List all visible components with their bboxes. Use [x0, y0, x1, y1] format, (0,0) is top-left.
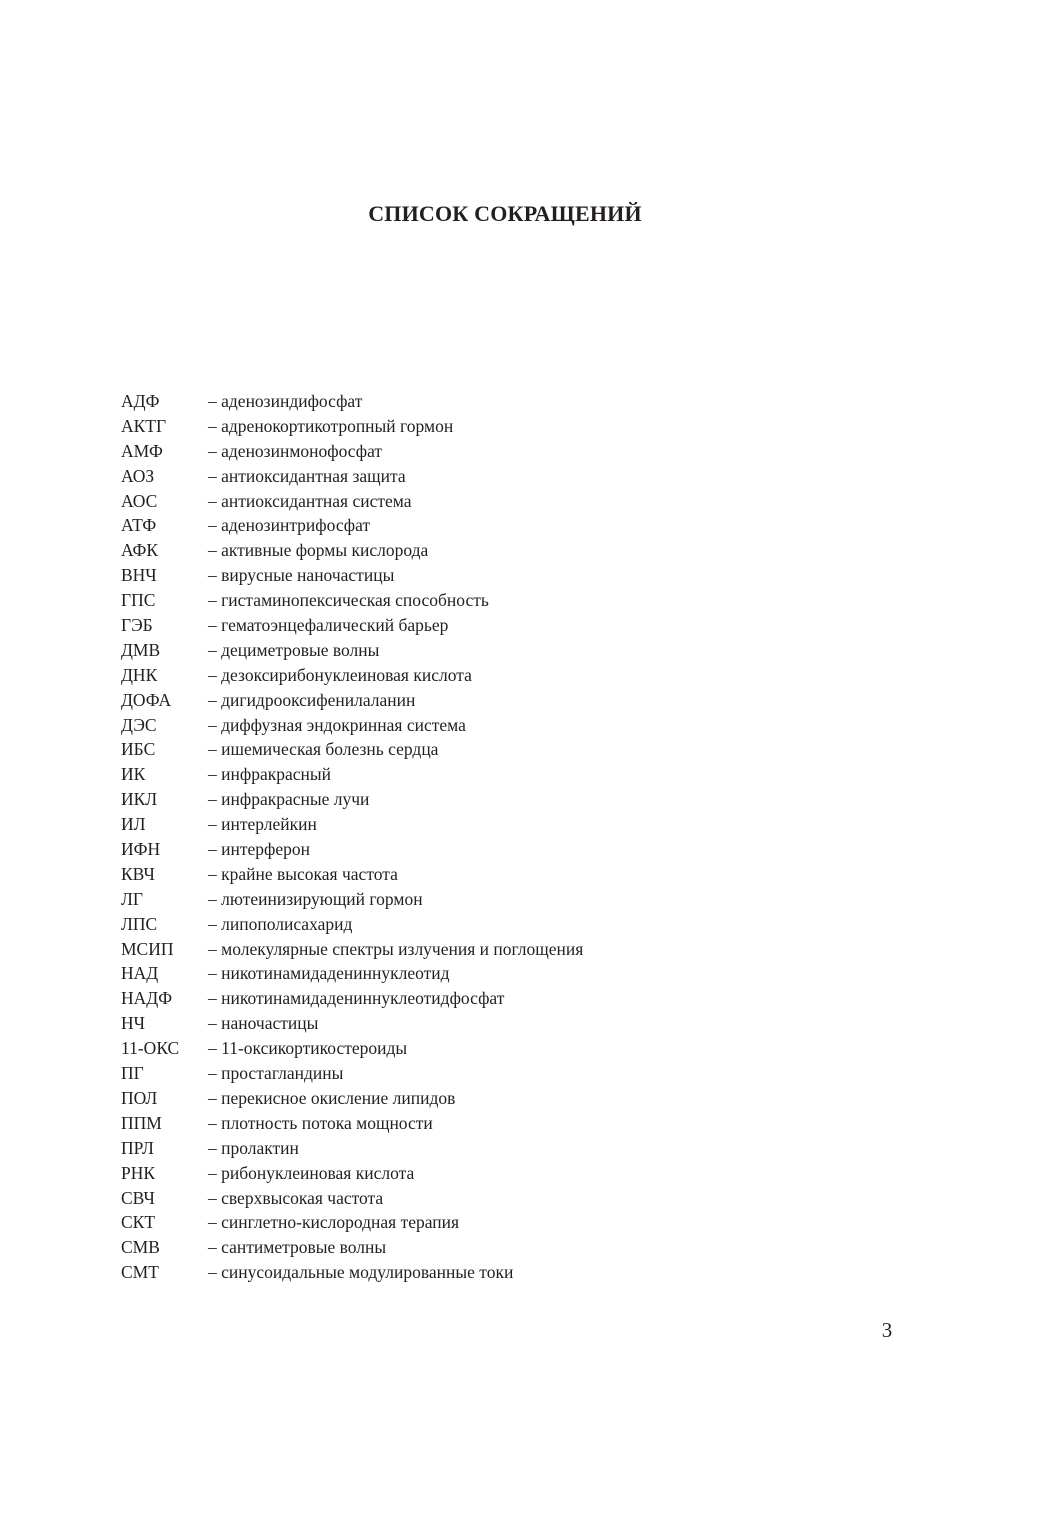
abbreviation-row	[121, 439, 881, 464]
abbreviation-definition: – гистаминопексическая способность	[208, 590, 489, 611]
abbreviation-term: ПГ	[121, 1063, 144, 1084]
abbreviation-definition: – пролактин	[208, 1137, 299, 1158]
abbreviation-definition: – синглетно-кислородная терапия	[208, 1212, 460, 1233]
abbreviation-definition: – перекисное окисление липидов	[208, 1087, 456, 1108]
abbreviation-term: СМВ	[121, 1237, 160, 1258]
abbreviation-row	[121, 912, 881, 937]
abbreviation-term: ГПС	[121, 590, 156, 611]
abbreviation-row	[121, 663, 881, 688]
abbreviation-row	[121, 1186, 881, 1211]
abbreviation-term: ПОЛ	[121, 1087, 158, 1108]
abbreviation-term: ЛПС	[121, 913, 158, 934]
abbreviation-row	[121, 563, 881, 588]
abbreviation-definition: – сверхвысокая частота	[208, 1187, 384, 1208]
abbreviation-definition: – плотность потока мощности	[208, 1112, 433, 1133]
abbreviation-row	[121, 638, 881, 663]
abbreviation-term: НЧ	[121, 1013, 146, 1034]
abbreviation-row	[121, 837, 881, 862]
abbreviation-row	[121, 1061, 881, 1086]
abbreviation-row	[121, 961, 881, 986]
abbreviation-definition: – ишемическая болезнь сердца	[208, 739, 439, 760]
abbreviation-row	[121, 464, 881, 489]
abbreviation-term: ИФН	[121, 839, 161, 860]
abbreviation-definition: – аденозинтрифосфат	[208, 515, 371, 536]
abbreviation-term: ППМ	[121, 1112, 162, 1133]
abbreviation-term: АДФ	[121, 391, 160, 411]
abbreviation-row	[121, 513, 881, 538]
abbreviation-term: ГЭБ	[121, 615, 153, 636]
abbreviation-term: СМТ	[121, 1262, 159, 1283]
abbreviation-term: ИКЛ	[121, 789, 158, 810]
abbreviation-row	[121, 887, 881, 912]
abbreviation-term: ДНК	[121, 664, 158, 685]
abbreviation-definition: – антиоксидантная защита	[208, 465, 406, 486]
page-title: СПИСОК СОКРАЩЕНИЙ	[368, 201, 642, 226]
abbreviation-definition: – дезоксирибонуклеиновая кислота	[208, 664, 472, 685]
abbreviation-row	[121, 986, 881, 1011]
abbreviation-definition: – интерлейкин	[208, 814, 317, 835]
abbreviation-definition: – наночастицы	[208, 1013, 319, 1034]
abbreviation-row	[121, 538, 881, 563]
page-number: 3	[881, 1318, 893, 1342]
abbreviation-definition: – синусоидальные модулированные токи	[208, 1262, 514, 1283]
abbreviation-term: ИБС	[121, 739, 156, 760]
abbreviation-definition: – гематоэнцефалический барьер	[208, 615, 449, 636]
abbreviation-definition: – простагландины	[208, 1063, 344, 1084]
abbreviation-row	[121, 688, 881, 713]
abbreviation-definition: – крайне высокая частота	[208, 863, 398, 884]
abbreviation-term: АФК	[121, 540, 159, 561]
abbreviation-row	[121, 737, 881, 762]
abbreviation-row	[121, 812, 881, 837]
abbreviation-row	[121, 1011, 881, 1036]
abbreviation-definition: – инфракрасный	[208, 764, 331, 785]
abbreviation-row	[121, 1161, 881, 1186]
abbreviation-row	[121, 1260, 881, 1285]
abbreviation-definition: – адренокортикотропный гормон	[208, 415, 454, 436]
abbreviation-definition: – дигидрооксифенилаланин	[208, 689, 416, 710]
abbreviation-term: СВЧ	[121, 1187, 155, 1208]
abbreviation-definition: – рибонуклеиновая кислота	[208, 1162, 415, 1183]
abbreviation-row	[121, 389, 881, 414]
abbreviation-definition: – вирусные наночастицы	[208, 565, 395, 586]
abbreviation-row	[121, 588, 881, 613]
abbreviation-definition: – 11-оксикортикостероиды	[208, 1038, 408, 1059]
abbreviation-term: ИЛ	[121, 814, 146, 835]
abbreviation-definition: – аденозиндифосфат	[208, 391, 363, 411]
abbreviation-term: МСИП	[121, 938, 174, 959]
abbreviation-definition: – инфракрасные лучи	[208, 789, 370, 810]
abbreviation-term: ЛГ	[121, 888, 143, 909]
abbreviation-row	[121, 862, 881, 887]
abbreviation-row	[121, 1086, 881, 1111]
abbreviation-term: АКТГ	[121, 415, 167, 436]
abbreviation-term: КВЧ	[121, 863, 155, 884]
abbreviation-term: АОС	[121, 490, 158, 511]
abbreviation-definition: – интерферон	[208, 839, 310, 860]
abbreviation-row	[121, 787, 881, 812]
abbreviation-row	[121, 937, 881, 962]
abbreviation-row	[121, 1111, 881, 1136]
abbreviation-row	[121, 613, 881, 638]
abbreviation-row	[121, 489, 881, 514]
abbreviation-term: НАД	[121, 963, 159, 984]
abbreviation-row	[121, 1235, 881, 1260]
abbreviation-term: ДОФА	[121, 689, 172, 710]
abbreviation-term: АОЗ	[121, 465, 155, 486]
abbreviation-term: ПРЛ	[121, 1137, 154, 1158]
abbreviation-definition: – аденозинмонофосфат	[208, 440, 383, 461]
abbreviation-list	[121, 389, 881, 1285]
abbreviation-term: ДЭС	[121, 714, 157, 735]
abbreviation-row	[121, 1036, 881, 1061]
abbreviation-row	[121, 713, 881, 738]
abbreviation-term: АТФ	[121, 515, 157, 536]
abbreviation-term: ВНЧ	[121, 565, 157, 586]
abbreviation-term: РНК	[121, 1162, 156, 1183]
abbreviation-definition: – дециметровые волны	[208, 639, 380, 660]
abbreviation-definition: – сантиметровые волны	[208, 1237, 387, 1258]
abbreviation-term: ДМВ	[121, 639, 161, 660]
abbreviation-definition: – никотинамидадениннуклеотид	[208, 963, 450, 984]
abbreviation-definition: – липополисахарид	[208, 913, 353, 934]
abbreviation-definition: – никотинамидадениннуклеотидфосфат	[208, 988, 505, 1009]
abbreviation-row	[121, 1136, 881, 1161]
abbreviation-term: СКТ	[121, 1212, 156, 1233]
abbreviation-definition: – диффузная эндокринная система	[208, 714, 466, 735]
abbreviation-definition: – лютеинизирующий гормон	[208, 888, 423, 909]
abbreviation-definition: – молекулярные спектры излучения и поглощения	[208, 938, 584, 959]
abbreviation-term: 11-ОКС	[121, 1038, 180, 1059]
abbreviation-row	[121, 1210, 881, 1235]
abbreviation-definition: – активные формы кислорода	[208, 540, 429, 561]
abbreviation-term: НАДФ	[121, 988, 173, 1009]
abbreviation-row	[121, 762, 881, 787]
abbreviation-row	[121, 414, 881, 439]
abbreviation-term: АМФ	[121, 440, 163, 461]
abbreviation-term: ИК	[121, 764, 146, 785]
abbreviation-definition: – антиоксидантная система	[208, 490, 412, 511]
